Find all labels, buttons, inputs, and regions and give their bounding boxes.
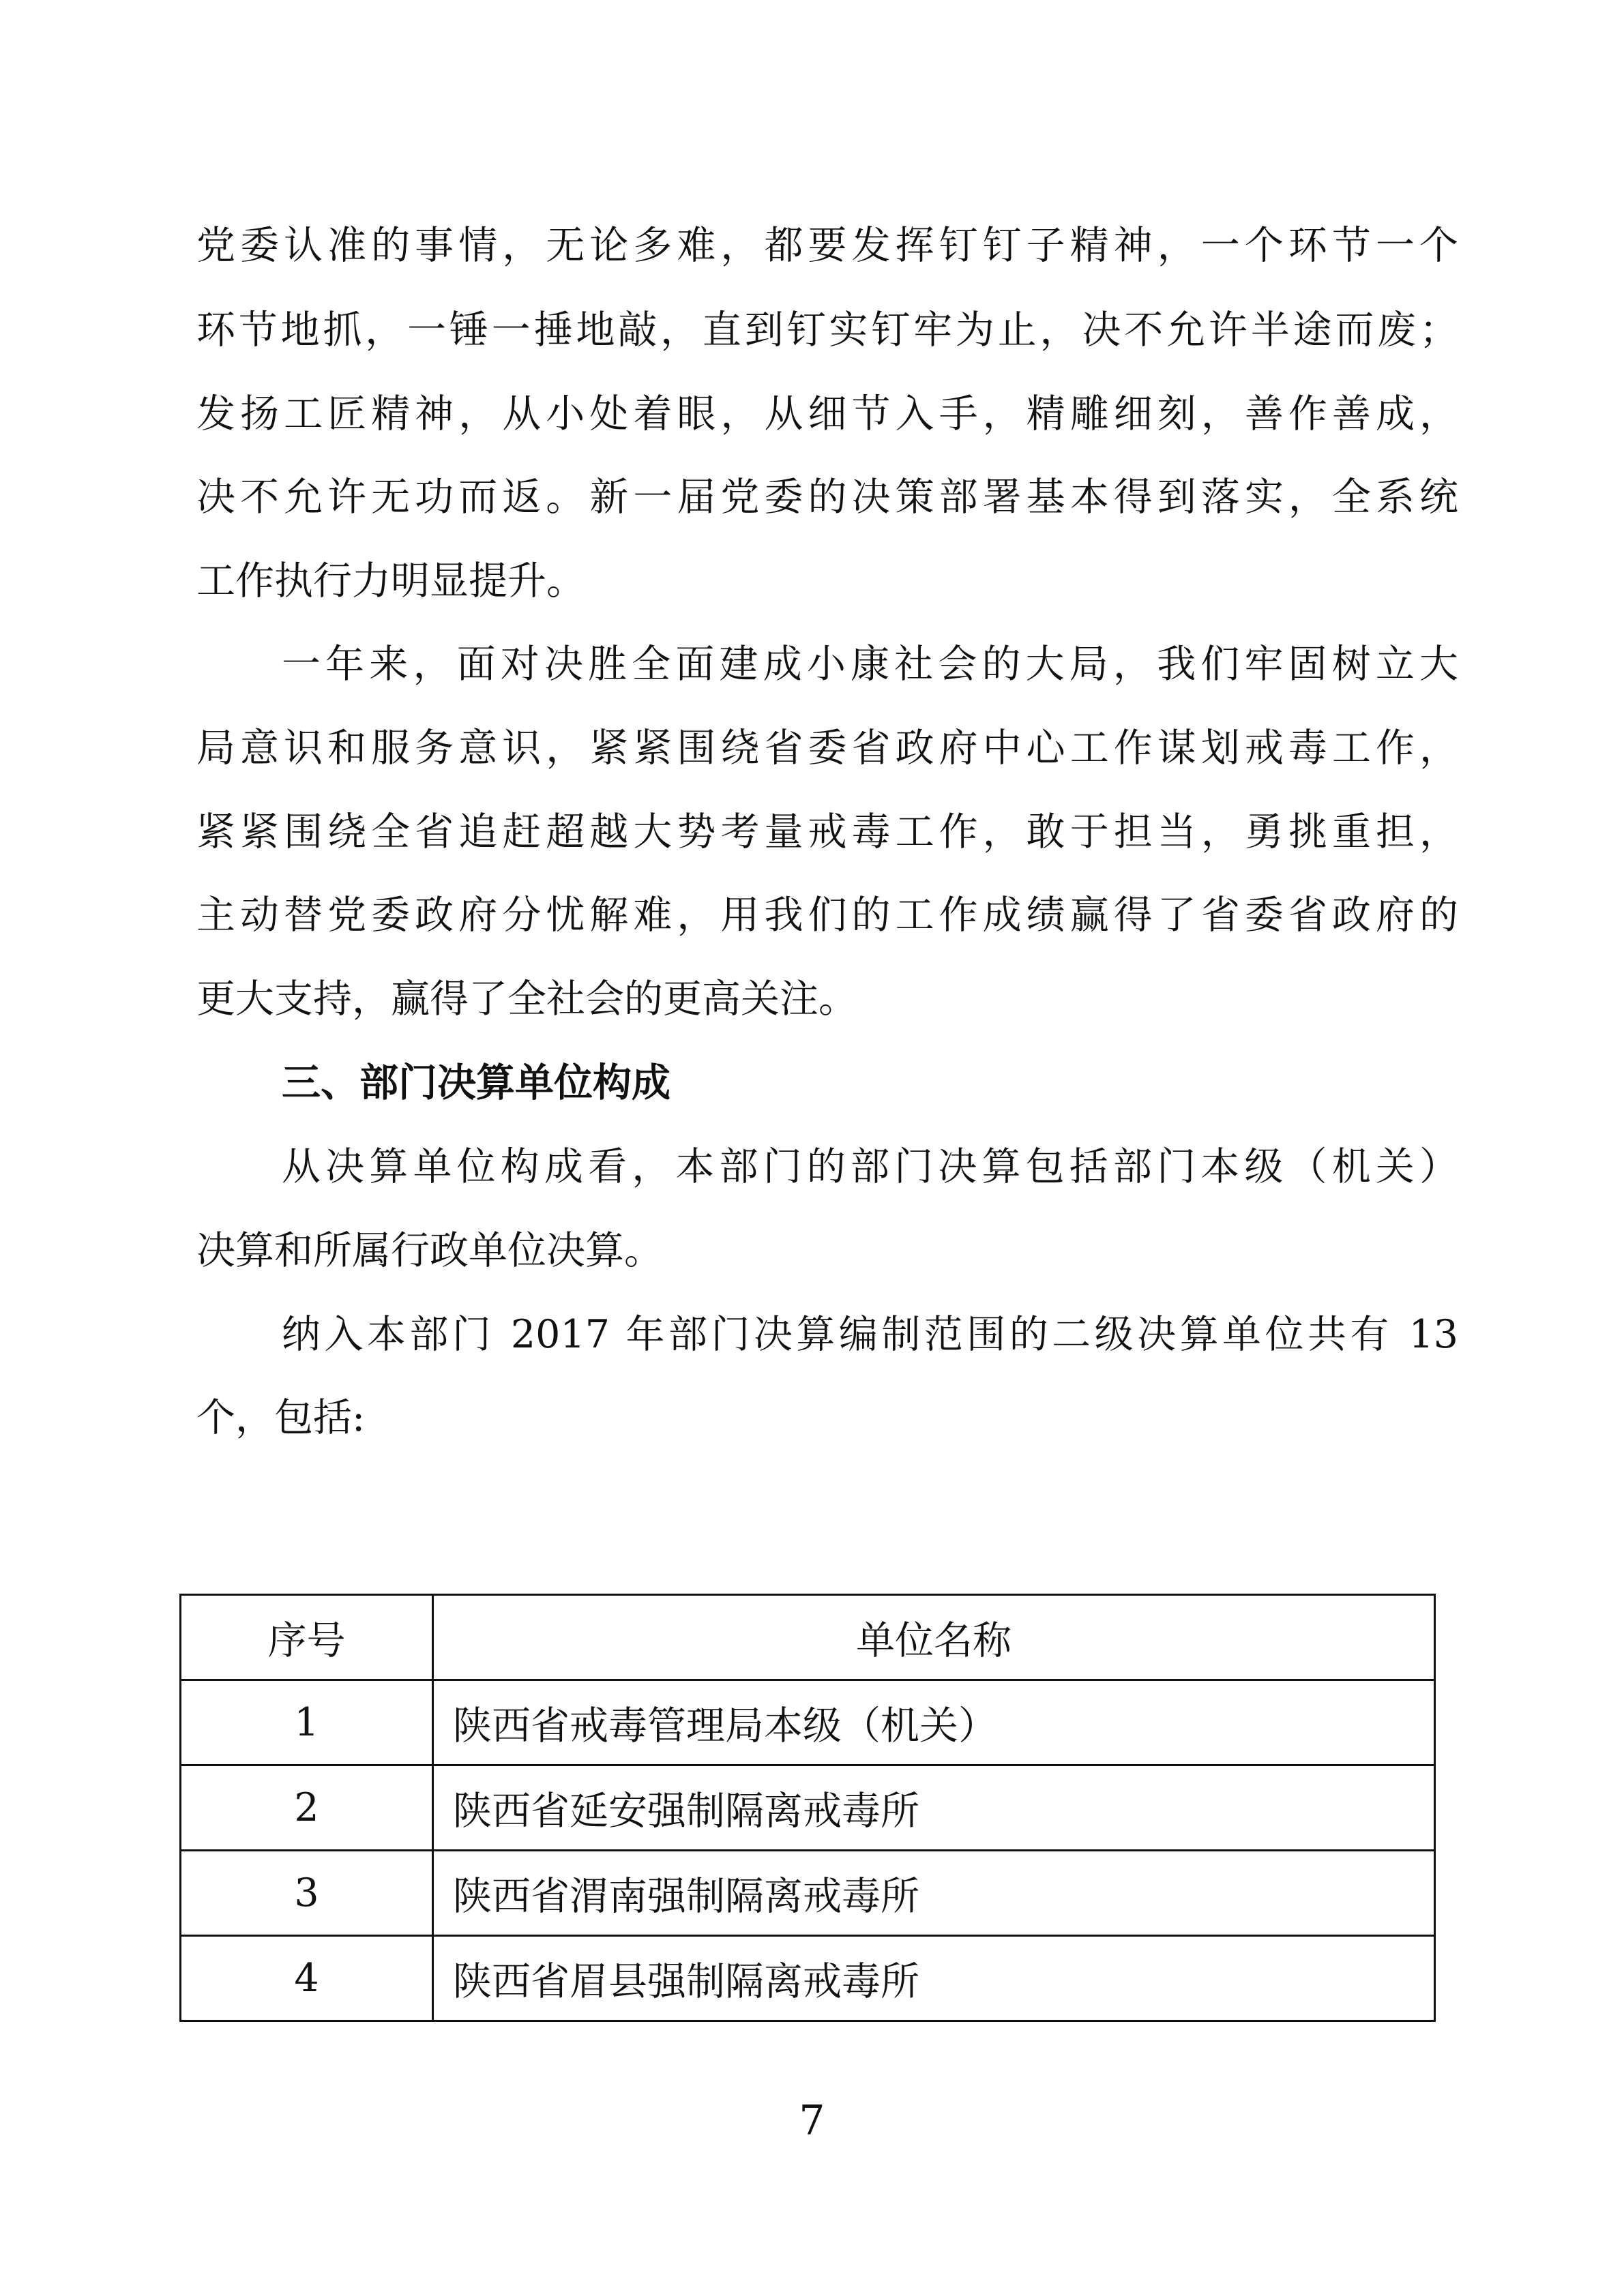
paragraph-2-line-5: 更大支持，赢得了全社会的更高关注。 <box>196 976 857 1022</box>
paragraph-2-line-2: 局意识和服务意识，紧紧围绕省委省政府中心工作谋划戒毒工作， <box>196 726 1458 771</box>
row-unit-name: 陕西省眉县强制隔离戒毒所 <box>433 1936 1435 2021</box>
row-serial-number: 4 <box>181 1936 433 2021</box>
units-table <box>179 1594 1436 2022</box>
row-unit-name: 陕西省戒毒管理局本级（机关） <box>433 1680 1435 1765</box>
paragraph-1-line-4: 决不允许无功而返。新一届党委的决策部署基本得到落实，全系统 <box>196 475 1458 520</box>
header-unit-name: 单位名称 <box>433 1595 1435 1680</box>
row-unit-name: 陕西省延安强制隔离戒毒所 <box>433 1765 1435 1851</box>
row-unit-name: 陕西省渭南强制隔离戒毒所 <box>433 1851 1435 1936</box>
section-paragraph-1-line-1: 从决算单位构成看，本部门的部门决算包括部门本级（机关） <box>282 1144 1458 1189</box>
paragraph-2-line-4: 主动替党委政府分忧解难，用我们的工作成绩赢得了省委省政府的 <box>196 893 1458 938</box>
table-header-row <box>181 1595 1435 1680</box>
row-serial-number: 2 <box>181 1765 433 1851</box>
paragraph-1-line-3: 发扬工匠精神，从小处着眼，从细节入手，精雕细刻，善作善成， <box>196 391 1458 436</box>
row-serial-number: 3 <box>181 1851 433 1936</box>
section-heading: 三、部门决算单位构成 <box>282 1060 670 1105</box>
row-serial-number: 1 <box>181 1680 433 1765</box>
paragraph-2-line-3: 紧紧围绕全省追赶超越大势考量戒毒工作，敢于担当，勇挑重担， <box>196 809 1458 854</box>
section-paragraph-2-line-2: 个，包括: <box>196 1395 366 1440</box>
page-number: 7 <box>799 2097 825 2145</box>
paragraph-1-line-1: 党委认准的事情，无论多难，都要发挥钉钉子精神，一个环节一个 <box>196 223 1458 268</box>
table-row <box>181 1765 1435 1851</box>
header-serial-number: 序号 <box>181 1595 433 1680</box>
section-paragraph-1-line-2: 决算和所属行政单位决算。 <box>196 1228 663 1273</box>
paragraph-2-line-1: 一年来，面对决胜全面建成小康社会的大局，我们牢固树立大 <box>282 642 1458 687</box>
table-row <box>181 1851 1435 1936</box>
paragraph-1-line-2: 环节地抓，一锤一捶地敲，直到钉实钉牢为止，决不允许半途而废； <box>196 308 1458 353</box>
table-row <box>181 1936 1435 2021</box>
table-row <box>181 1680 1435 1765</box>
paragraph-1-line-5: 工作执行力明显提升。 <box>196 558 585 603</box>
section-paragraph-2-line-1: 纳入本部门 2017 年部门决算编制范围的二级决算单位共有 13 <box>282 1312 1458 1357</box>
